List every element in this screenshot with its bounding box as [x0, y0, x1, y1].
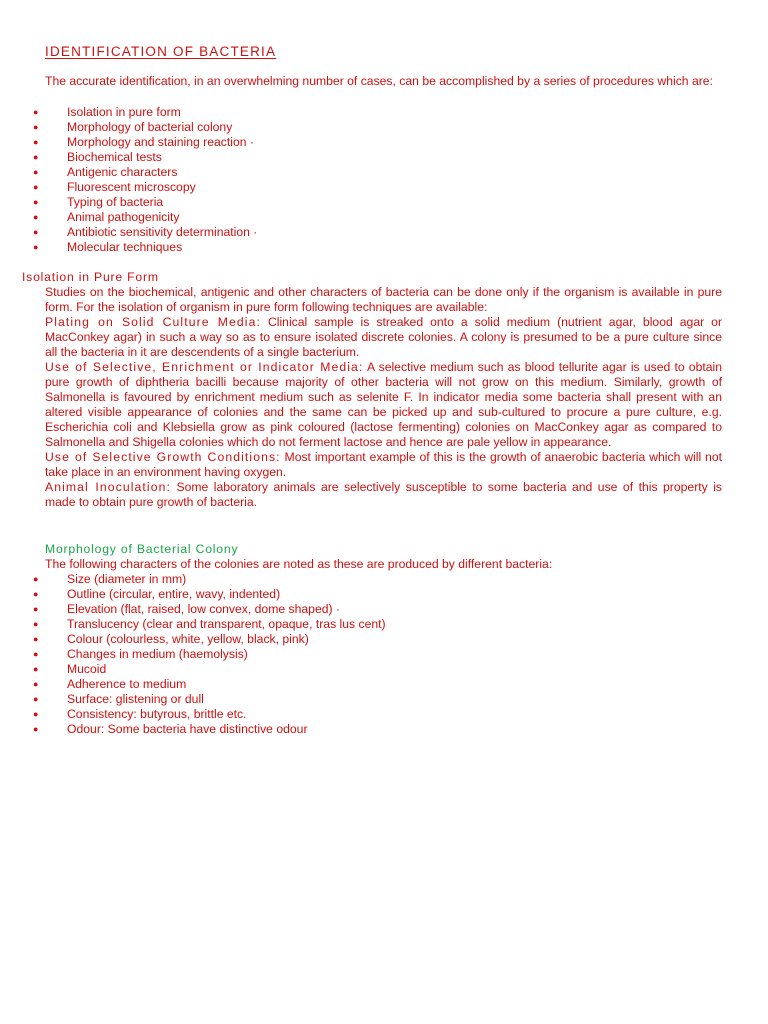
list-item-text: Elevation (flat, raised, low convex, dome shaped) ·: [67, 602, 340, 616]
list-item-text: Translucency (clear and transparent, opaque, tras lus cent): [67, 617, 386, 631]
list-item-text: Molecular techniques: [67, 240, 183, 254]
growth-paragraph: [45, 450, 722, 480]
bullet-icon: ●: [33, 122, 39, 132]
bullet-icon: ●: [33, 679, 39, 689]
procedure-item: [0, 120, 722, 135]
list-item-text: Biochemical tests: [67, 150, 162, 164]
bullet-icon: ●: [33, 634, 39, 644]
list-item-text: [67, 707, 247, 722]
bullet-icon: ●: [33, 619, 39, 629]
colony-characters-list: [0, 572, 722, 737]
colony-character-item: [0, 632, 722, 647]
procedure-item: [0, 195, 722, 210]
character-value: glistening or dull: [115, 692, 204, 706]
morphology-heading: Morphology of Bacterial Colony: [45, 542, 239, 556]
bullet-icon: ●: [33, 649, 39, 659]
list-item-text: Typing of bacteria: [67, 195, 164, 209]
animal-text: Some laboratory animals are selectively susceptible to some bacteria and use of this property is made to obtain pure growth of bacteria.: [45, 480, 723, 509]
list-item-text: Mucoid: [67, 662, 107, 676]
bullet-icon: ●: [33, 664, 39, 674]
morphology-intro: The following characters of the colonies are noted as these are produced by different bacteria:: [45, 557, 553, 571]
procedure-item: [0, 165, 722, 180]
list-item-text: Changes in medium (haemolysis): [67, 647, 248, 661]
colony-character-item: [0, 602, 722, 617]
list-item-text: Morphology and staining reaction ·: [67, 135, 254, 149]
selective-paragraph: [45, 360, 722, 450]
list-item-text: Colour (colourless, white, yellow, black, pink): [67, 632, 309, 646]
procedures-list: [0, 105, 722, 255]
isolation-heading: Isolation in Pure Form: [22, 270, 159, 284]
bullet-icon: ●: [33, 152, 39, 162]
bullet-icon: ●: [33, 724, 39, 734]
list-item-text: Isolation in pure form: [67, 105, 181, 119]
character-separator: :: [133, 707, 141, 721]
character-separator: :: [109, 692, 116, 706]
list-item-text: Antibiotic sensitivity determination ·: [67, 225, 258, 239]
character-separator: :: [100, 722, 108, 736]
isolation-section: [45, 285, 722, 510]
animal-paragraph: [45, 480, 722, 510]
bullet-icon: ●: [33, 167, 39, 177]
procedure-item: [0, 240, 722, 255]
colony-character-item: [0, 707, 722, 722]
page-title: IDENTIFICATION OF BACTERIA: [45, 44, 277, 59]
plating-paragraph: [45, 315, 722, 360]
colony-character-item: [0, 587, 722, 602]
character-key: Odour: [67, 722, 101, 736]
bullet-icon: ●: [33, 604, 39, 614]
procedure-item: [0, 210, 722, 225]
isolation-intro: Studies on the biochemical, antigenic and other characters of bacteria can be done only if the organism is available in pure form. For the isolation of organism in pure form following techniques are available:: [45, 285, 722, 314]
procedure-item: [0, 225, 722, 240]
bullet-icon: ●: [33, 589, 39, 599]
bullet-icon: ●: [33, 107, 39, 117]
character-value: Some bacteria have distinctive odour: [107, 722, 308, 736]
bullet-icon: ●: [33, 182, 39, 192]
procedure-item: [0, 150, 722, 165]
plating-label: Plating on Solid Culture Media:: [45, 315, 261, 329]
list-item-text: Animal pathogenicity: [67, 210, 180, 224]
procedure-item: [0, 135, 722, 150]
bullet-icon: ●: [33, 709, 39, 719]
character-key: Surface: [67, 692, 110, 706]
list-item-text: Adherence to medium: [67, 677, 187, 691]
bullet-icon: ●: [33, 212, 39, 222]
selective-text: A selective medium such as blood tellurite agar is used to obtain pure growth of diphtheria bacilli because majority of other bacteria will not grow on this medium. Similarly, growth of Salmonella is favoured by enrichment medium such as selenite F. In indicator media some bacteria shall present with an altered visible appearance of colonies and the same can be picked up and sub-cultured to procure a pure culture, e.g. Escherichia coli and Klebsiella grow as pink coloured (lactose fermenting) colonies on MacConkey agar as compared to Salmonella and Shigella colonies which do not ferment lactose and hence are pale yellow in appearance.: [45, 360, 722, 449]
colony-character-item: [0, 617, 722, 632]
intro-paragraph: The accurate identification, in an overwhelming number of cases, can be accomplished by a series of procedures which are:: [45, 74, 713, 88]
colony-character-item: [0, 722, 722, 737]
growth-label: Use of Selective Growth Conditions:: [45, 450, 281, 464]
bullet-icon: ●: [33, 694, 39, 704]
colony-character-item: [0, 572, 722, 587]
list-item-text: Morphology of bacterial colony: [67, 120, 233, 134]
bullet-icon: ●: [33, 197, 39, 207]
list-item-text: Fluorescent microscopy: [67, 180, 196, 194]
procedure-item: [0, 105, 722, 120]
list-item-text: [67, 692, 204, 707]
colony-character-item: [0, 677, 722, 692]
list-item-text: Size (diameter in mm): [67, 572, 187, 586]
colony-character-item: [0, 692, 722, 707]
character-value: butyrous, brittle etc.: [140, 707, 247, 721]
colony-character-item: [0, 647, 722, 662]
bullet-icon: ●: [33, 227, 39, 237]
character-key: Consistency: [67, 707, 134, 721]
selective-label: Use of Selective, Enrichment or Indicator Media:: [45, 360, 364, 374]
list-item-text: Antigenic characters: [67, 165, 178, 179]
bullet-icon: ●: [33, 242, 39, 252]
procedure-item: [0, 180, 722, 195]
plating-text: Clinical sample is streaked onto a solid medium (nutrient agar, blood agar or MacConkey agar) in such a way so as to ensure isolated discrete colonies. A colony is presumed to be a pure culture since all the bacteria in it are descendents of a single bacterium.: [45, 315, 723, 359]
animal-label: Animal Inoculation:: [45, 480, 171, 494]
colony-character-item: [0, 662, 722, 677]
bullet-icon: ●: [33, 137, 39, 147]
list-item-text: Outline (circular, entire, wavy, indented): [67, 587, 281, 601]
growth-text: Most important example of this is the growth of anaerobic bacteria which will not take place in an environment having oxygen.: [45, 450, 723, 479]
list-item-text: [67, 722, 308, 737]
bullet-icon: ●: [33, 574, 39, 584]
